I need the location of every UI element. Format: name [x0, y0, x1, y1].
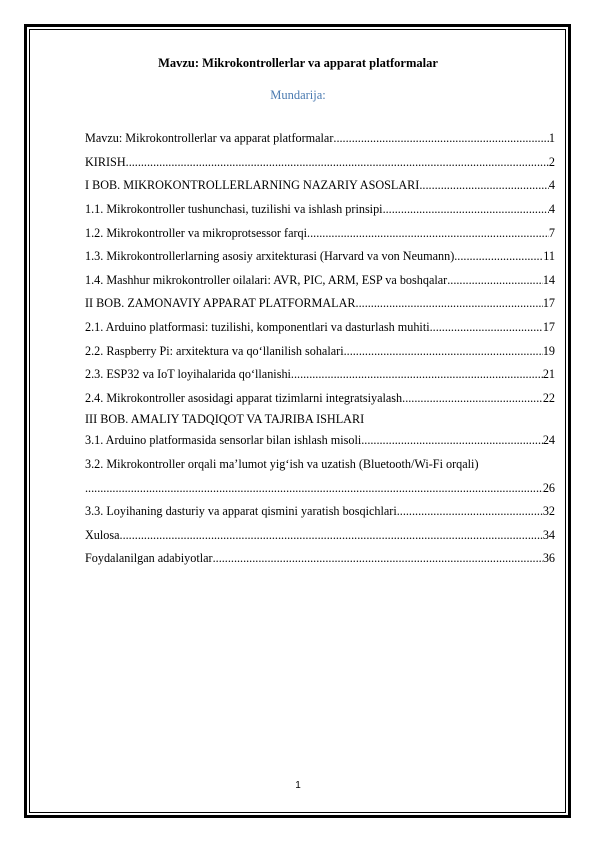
toc-entry-text: 1.3. Mikrokontrollerlarning asosiy arxitekturasi (Harvard va von Neumann) [85, 249, 455, 264]
toc-entry[interactable] [85, 410, 555, 429]
toc-leader [291, 367, 543, 382]
toc-entry-text: 3.2. Mikrokontroller orqali ma’lumot yig‘ish va uzatish (Bluetooth/Wi-Fi orqali) [85, 457, 479, 472]
toc-entry-text: Foydalanilgan adabiyotlar [85, 551, 213, 566]
toc-entry[interactable] [85, 524, 555, 548]
toc-entry-page: 2 [548, 154, 555, 169]
toc-entry[interactable] [85, 127, 555, 151]
toc-entry[interactable] [85, 453, 555, 477]
toc-entry-page: 24 [542, 433, 555, 448]
toc-entry-page: 11 [543, 249, 555, 264]
toc-entry-page: 22 [542, 390, 555, 405]
toc-entry-page: 21 [542, 367, 555, 382]
table-of-contents [85, 127, 555, 571]
document-title: Mavzu: Mikrokontrollerlar va apparat platformalar [158, 56, 438, 70]
toc-entry-text: I BOB. MIKROKONTROLLERLARNING NAZARIY ASOSLARI [85, 178, 420, 193]
toc-leader [120, 528, 543, 543]
toc-leader [454, 249, 543, 264]
toc-entry[interactable] [85, 363, 555, 387]
toc-entry[interactable] [85, 221, 555, 245]
toc-entry[interactable] [85, 245, 555, 269]
toc-entry[interactable] [85, 198, 555, 222]
toc-entry-page: 7 [548, 225, 555, 240]
toc-leader [344, 344, 543, 359]
toc-leader [356, 296, 543, 311]
toc-leader [333, 131, 549, 146]
toc-entry[interactable] [85, 174, 555, 198]
toc-entry[interactable] [85, 387, 555, 411]
toc-entry-page: 14 [542, 272, 555, 287]
toc-leader [307, 226, 549, 241]
toc-entry-text: Mavzu: Mikrokontrollerlar va apparat platformalar [85, 131, 334, 146]
toc-leader [447, 273, 543, 288]
toc-entry-text: III BOB. AMALIY TADQIQOT VA TAJRIBA ISHLARI [85, 412, 365, 427]
toc-entry-page: 32 [542, 504, 555, 519]
page-number: 1 [295, 780, 301, 791]
toc-entry-text: II BOB. ZAMONAVIY APPARAT PLATFORMALAR [85, 296, 356, 311]
toc-heading: Mundarija: [270, 88, 326, 102]
toc-entry[interactable] [85, 151, 555, 175]
toc-entry-text: Xulosa [85, 527, 120, 542]
toc-entry[interactable] [85, 500, 555, 524]
toc-entry[interactable] [85, 339, 555, 363]
toc-leader [419, 178, 549, 193]
toc-entry[interactable] [85, 316, 555, 340]
toc-entry-page: 19 [542, 343, 555, 358]
toc-entry-continuation[interactable] [85, 476, 555, 500]
toc-entry-text: 2.4. Mikrokontroller asosidagi apparat tizimlarni integratsiyalash [85, 390, 403, 405]
toc-entry-page: 17 [542, 320, 555, 335]
toc-entry-text: KIRISH [85, 154, 126, 169]
toc-entry-text: 1.1. Mikrokontroller tushunchasi, tuzilishi va ishlash prinsipi [85, 202, 383, 217]
toc-leader [430, 320, 543, 335]
toc-entry-page: 17 [542, 296, 555, 311]
toc-entry-page: 4 [548, 202, 555, 217]
toc-leader [383, 202, 549, 217]
toc-leader [361, 433, 543, 448]
toc-entry[interactable] [85, 429, 555, 453]
toc-entry-page: 26 [542, 480, 555, 495]
toc-entry-text: 2.2. Raspberry Pi: arxitektura va qo‘llanilish sohalari [85, 343, 344, 358]
toc-entry-page: 1 [548, 131, 555, 146]
toc-leader [126, 155, 549, 170]
toc-entry-page: 36 [542, 551, 555, 566]
toc-entry-text: 2.3. ESP32 va IoT loyihalarida qo‘llanishi [85, 367, 291, 382]
toc-leader [402, 391, 543, 406]
toc-entry-page: 4 [548, 178, 555, 193]
toc-entry-text: 1.2. Mikrokontroller va mikroprotsessor farqi [85, 225, 308, 240]
toc-leader [397, 504, 543, 519]
toc-entry[interactable] [85, 269, 555, 293]
toc-entry[interactable] [85, 292, 555, 316]
toc-entry-text: 3.1. Arduino platformasida sensorlar bilan ishlash misoli [85, 433, 362, 448]
toc-entry-text: 2.1. Arduino platformasi: tuzilishi, komponentlari va dasturlash muhiti [85, 320, 430, 335]
toc-entry-text: 1.4. Mashhur mikrokontroller oilalari: AVR, PIC, ARM, ESP va boshqalar [85, 272, 448, 287]
toc-entry-text: 3.3. Loyihaning dasturiy va apparat qismini yaratish bosqichlari [85, 504, 397, 519]
toc-leader [85, 481, 543, 496]
toc-entry-page: 34 [542, 527, 555, 542]
toc-entry[interactable] [85, 547, 555, 571]
toc-leader [213, 551, 543, 566]
